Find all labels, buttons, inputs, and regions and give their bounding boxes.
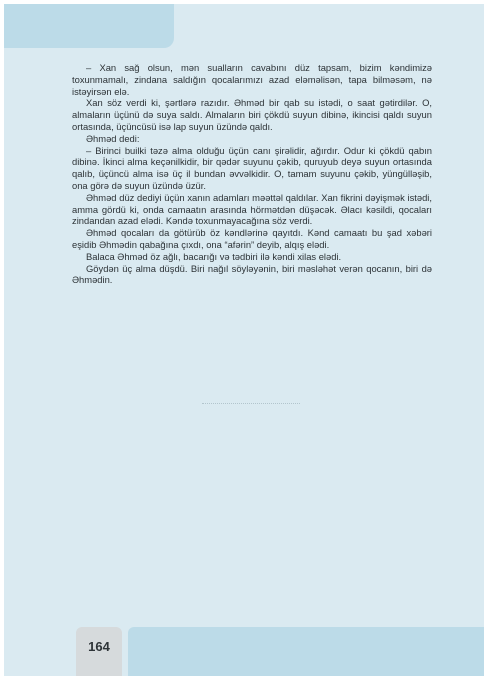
page-number: 164: [88, 639, 110, 654]
paragraph: Əhməd qocaları da götürüb öz kəndlərinə qayıtdı. Kənd camaatı bu şad xəbəri eşidib Əhmədin qabağına çıxdı, ona “afərin” deyib, alqış elədi.: [72, 227, 432, 250]
page-number-box: [76, 627, 122, 676]
paragraph: – Xan sağ olsun, mən sualların cavabını düz tapsam, bizim kəndimizə toxunmamalı, zindana saldığın qocalarımızı azad eləməlisən, tapa bilməsəm, nə istəyirsən elə.: [72, 62, 432, 97]
paragraph: Əhməd dedi:: [86, 132, 140, 144]
dotted-separator: [202, 403, 300, 404]
paragraph: Xan söz verdi ki, şərtlərə razıdır. Əhməd bir qab su istədi, o saat gətirdilər. O, almaların üçünü də suya saldı. Almaların biri çökdü suyun dibinə, ikincisi qaldı suyun ortasında, üçüncüsü isə lap suyun üzündə qaldı.: [72, 97, 432, 132]
footer-bar: [128, 627, 484, 676]
header-corner-tab: [4, 4, 174, 48]
paragraph: Balaca Əhməd öz ağlı, bacarığı və tədbiri ilə kəndi xilas elədi.: [86, 250, 342, 262]
paragraph: Göydən üç alma düşdü. Biri nağıl söyləyənin, biri məsləhət verən qocanın, biri də Əhmədin.: [72, 262, 432, 286]
paragraph: – Birinci builki təzə alma olduğu üçün canı şirəlidir, ağırdır. Odur ki çökdü qabın dibinə. İkinci alma keçənilkidir, bir qədər suyunu çəkib, quruyub deyə suyun ortasında qalıb, üçüncü alma isə üç il bundan əvvəlkidir. O, tamam suyunu çəkib, yüngülləşib, ona görə də suyun üzündə üzür.: [72, 144, 432, 191]
story-text: [72, 62, 432, 286]
paragraph: Əhməd düz dediyi üçün xanın adamları məəttəl qaldılar. Xan fikrini dəyişmək istədi, amma gördü ki, onda camaatın arasında hörmətdən düşəcək. Əlacı kəsildi, qocaları zindandan azad elədi. Kəndə toxunmayacağına söz verdi.: [72, 191, 432, 227]
